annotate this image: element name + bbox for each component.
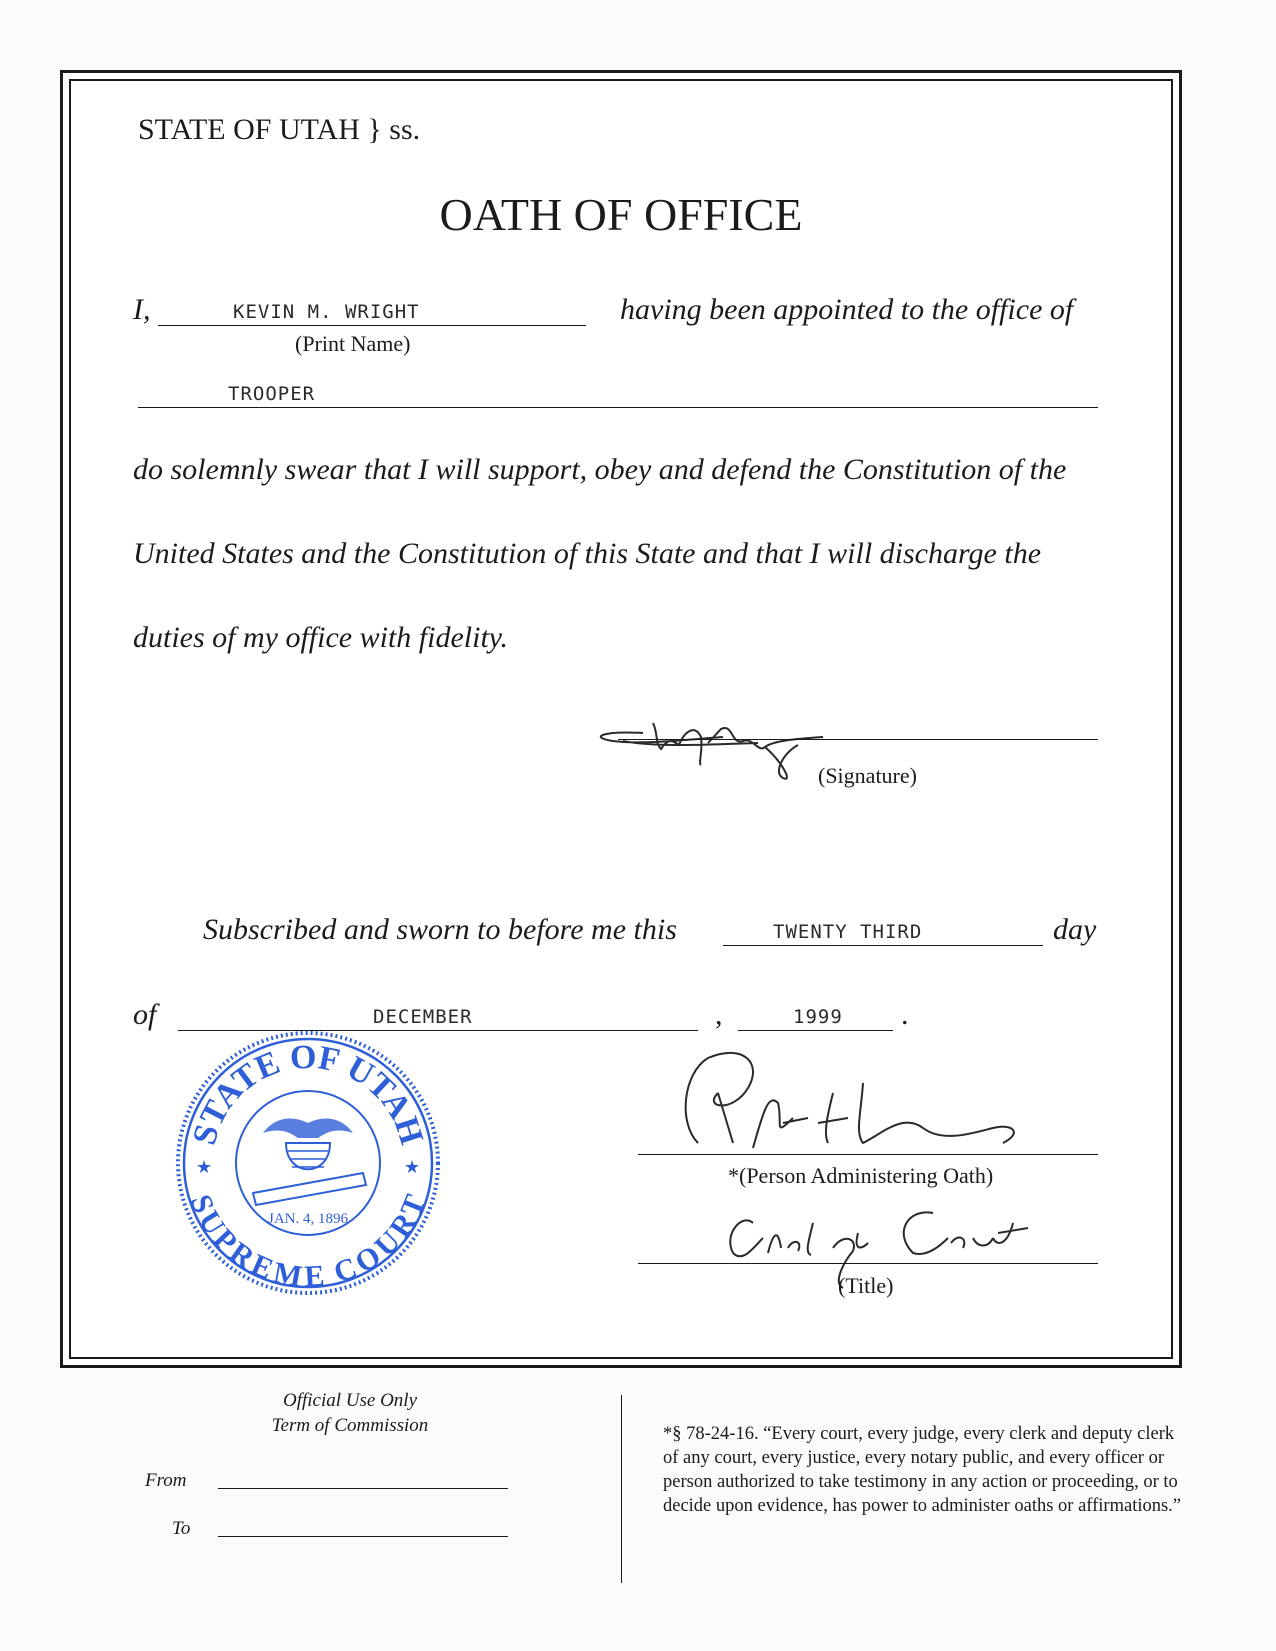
official-use-block bbox=[200, 1388, 500, 1438]
administrator-line bbox=[638, 1154, 1098, 1155]
appointed-text: having been appointed to the office of bbox=[620, 293, 1074, 326]
official-use-label: Official Use Only bbox=[282, 1390, 418, 1411]
oath-i: I, bbox=[133, 293, 151, 326]
month-value: DECEMBER bbox=[373, 1006, 473, 1028]
svg-text:JAN. 4, 1896: JAN. 4, 1896 bbox=[267, 1211, 349, 1227]
date-comma: , bbox=[715, 998, 723, 1031]
oath-line-2: United States and the Constitution of this State and that I will discharge the bbox=[133, 537, 1042, 570]
day-value: TWENTY THIRD bbox=[773, 921, 923, 943]
svg-text:★: ★ bbox=[196, 1157, 213, 1177]
to-field-line bbox=[218, 1536, 508, 1537]
office-line bbox=[138, 407, 1098, 408]
sworn-text: Subscribed and sworn to before me this bbox=[203, 913, 677, 946]
document-title: OATH OF OFFICE bbox=[439, 189, 803, 240]
svg-text:SUPREME COURT: SUPREME COURT bbox=[183, 1190, 433, 1294]
of-word: of bbox=[133, 998, 157, 1031]
from-field-line bbox=[218, 1488, 508, 1489]
oath-line-1: do solemnly swear that I will support, obey and defend the Constitution of the bbox=[133, 453, 1067, 486]
svg-text:★: ★ bbox=[404, 1157, 421, 1177]
signature-caption: (Signature) bbox=[818, 763, 917, 788]
year-value: 1999 bbox=[793, 1006, 843, 1028]
title-caption: (Title) bbox=[838, 1273, 894, 1298]
term-of-commission-label: Term of Commission bbox=[271, 1415, 429, 1436]
print-name-line bbox=[158, 325, 586, 326]
title-line bbox=[638, 1263, 1098, 1264]
signature-line bbox=[618, 739, 1098, 740]
footer-divider bbox=[621, 1395, 622, 1583]
print-name-caption: (Print Name) bbox=[295, 331, 411, 356]
day-word: day bbox=[1053, 913, 1097, 946]
print-name-value: KEVIN M. WRIGHT bbox=[233, 301, 420, 323]
date-period: . bbox=[901, 998, 909, 1031]
document-frame bbox=[60, 70, 1182, 1368]
state-line: STATE OF UTAH } ss. bbox=[138, 113, 421, 146]
office-value: TROOPER bbox=[228, 383, 316, 405]
year-line bbox=[738, 1030, 893, 1031]
svg-text:STATE OF UTAH: STATE OF UTAH bbox=[186, 1038, 431, 1149]
oath-line-3: duties of my office with fidelity. bbox=[133, 621, 508, 654]
supreme-court-seal bbox=[168, 1023, 448, 1303]
administrator-caption: *(Person Administering Oath) bbox=[728, 1163, 994, 1188]
day-line bbox=[723, 945, 1043, 946]
administrator-signature bbox=[623, 1033, 1043, 1163]
to-label: To bbox=[172, 1518, 191, 1539]
from-label: From bbox=[145, 1470, 187, 1491]
statute-note: *§ 78-24-16. “Every court, every judge, every clerk and deputy clerk of any court, every justice, every notary public, and every officer or person authorized to take testimony in any action or proceeding, or to decide upon evidence, has power to administer oaths or affirmations.” bbox=[663, 1424, 1182, 1516]
